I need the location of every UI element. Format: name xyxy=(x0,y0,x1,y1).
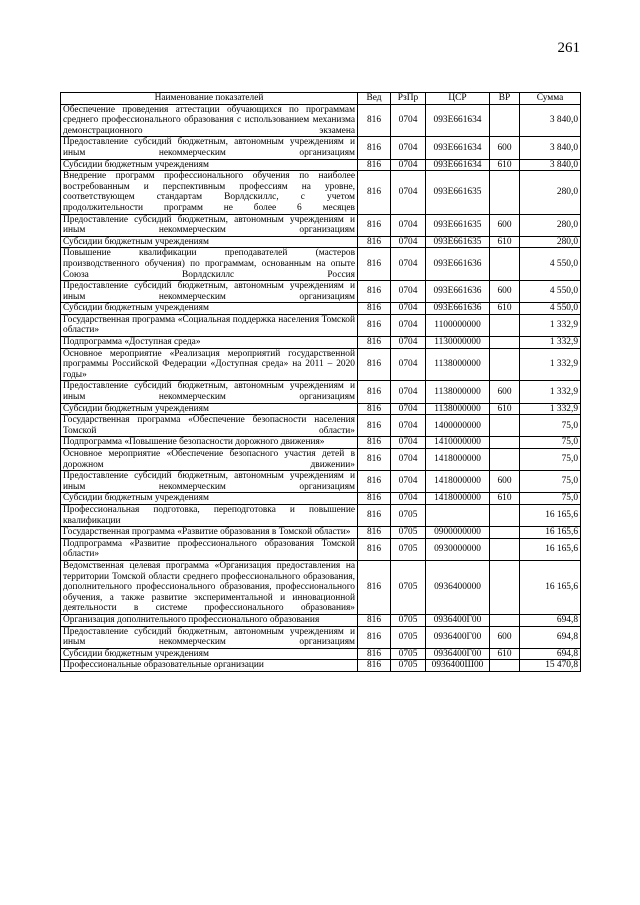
cell-ved: 816 xyxy=(358,381,391,403)
cell-ved: 816 xyxy=(358,281,391,303)
table-row xyxy=(61,281,581,303)
cell-ved: 816 xyxy=(358,137,391,159)
cell-ved: 816 xyxy=(358,236,391,248)
cell-vr xyxy=(490,614,520,626)
cell-ved: 816 xyxy=(358,159,391,171)
cell-rzpr: 0704 xyxy=(391,381,426,403)
cell-sum: 1 332,9 xyxy=(520,348,581,381)
cell-vr: 600 xyxy=(490,381,520,403)
cell-rzpr: 0704 xyxy=(391,137,426,159)
cell-csr: 0930000000 xyxy=(426,538,490,560)
cell-csr: 093E661636 xyxy=(426,248,490,281)
cell-vr xyxy=(490,538,520,560)
cell-sum: 694,8 xyxy=(520,614,581,626)
table-row xyxy=(61,504,581,526)
table-row xyxy=(61,159,581,171)
cell-name: Подпрограмма «Доступная среда» xyxy=(61,337,358,349)
cell-name: Внедрение программ профессионального обучения по наиболее востребованным и перспективным профессиям на уровне, соответствующем стандартам Ворлдскиллс, с учетом продолжительности программ не более 6 месяцев xyxy=(61,171,358,214)
cell-ved: 816 xyxy=(358,626,391,648)
cell-sum: 4 550,0 xyxy=(520,248,581,281)
cell-rzpr: 0705 xyxy=(391,660,426,672)
cell-ved: 816 xyxy=(358,214,391,236)
cell-csr: 1100000000 xyxy=(426,314,490,336)
cell-rzpr: 0705 xyxy=(391,648,426,660)
cell-ved: 816 xyxy=(358,437,391,449)
cell-sum: 15 470,8 xyxy=(520,660,581,672)
cell-ved: 816 xyxy=(358,403,391,415)
cell-csr: 1410000000 xyxy=(426,437,490,449)
cell-vr xyxy=(490,314,520,336)
cell-name: Профессиональная подготовка, переподготовка и повышение квалификации xyxy=(61,504,358,526)
cell-name: Субсидии бюджетным учреждениям xyxy=(61,403,358,415)
cell-name: Ведомственная целевая программа «Организация предоставления на территории Томской области среднего профессионального образования, дополнительного профессионального образования, профессионального обучения, а также развитие экспериментальной и инновационной деятельности в системе профессионального образования» xyxy=(61,560,358,614)
cell-csr: 093E661635 xyxy=(426,236,490,248)
cell-vr: 610 xyxy=(490,648,520,660)
table-row xyxy=(61,560,581,614)
cell-sum: 75,0 xyxy=(520,449,581,471)
cell-csr: 093E661635 xyxy=(426,171,490,214)
cell-vr: 600 xyxy=(490,214,520,236)
table-row xyxy=(61,471,581,493)
cell-vr: 600 xyxy=(490,281,520,303)
header-csr: ЦСР xyxy=(426,93,490,105)
cell-name: Предоставление субсидий бюджетным, автономным учреждениям и иным некоммерческим организациям xyxy=(61,626,358,648)
table-row xyxy=(61,449,581,471)
cell-ved: 816 xyxy=(358,104,391,137)
table-row xyxy=(61,626,581,648)
cell-name: Предоставление субсидий бюджетным, автономным учреждениям и иным некоммерческим организациям xyxy=(61,381,358,403)
cell-rzpr: 0704 xyxy=(391,314,426,336)
cell-sum: 75,0 xyxy=(520,471,581,493)
cell-ved: 816 xyxy=(358,449,391,471)
table-row xyxy=(61,493,581,505)
cell-rzpr: 0705 xyxy=(391,527,426,539)
cell-csr: 1418000000 xyxy=(426,449,490,471)
cell-vr: 600 xyxy=(490,137,520,159)
cell-sum: 280,0 xyxy=(520,236,581,248)
table-row xyxy=(61,660,581,672)
table-row xyxy=(61,437,581,449)
cell-name: Субсидии бюджетным учреждениям xyxy=(61,159,358,171)
table-row xyxy=(61,214,581,236)
cell-vr xyxy=(490,171,520,214)
cell-sum: 3 840,0 xyxy=(520,104,581,137)
table-row xyxy=(61,538,581,560)
cell-rzpr: 0704 xyxy=(391,493,426,505)
budget-table xyxy=(60,92,581,672)
cell-vr xyxy=(490,527,520,539)
cell-csr: 0900000000 xyxy=(426,527,490,539)
cell-name: Предоставление субсидий бюджетным, автономным учреждениям и иным некоммерческим организациям xyxy=(61,471,358,493)
table-row xyxy=(61,248,581,281)
cell-name: Подпрограмма «Развитие профессионального образования Томской области» xyxy=(61,538,358,560)
cell-sum: 75,0 xyxy=(520,493,581,505)
cell-name: Повышение квалификации преподавателей (мастеров производственного обучения) по программам, основанным на опыте Союза Ворлдскиллс Россия xyxy=(61,248,358,281)
cell-csr: 093E661634 xyxy=(426,104,490,137)
cell-rzpr: 0704 xyxy=(391,348,426,381)
cell-ved: 816 xyxy=(358,560,391,614)
cell-name: Основное мероприятие «Обеспечение безопасного участия детей в дорожном движении» xyxy=(61,449,358,471)
cell-ved: 816 xyxy=(358,538,391,560)
cell-vr: 610 xyxy=(490,303,520,315)
cell-csr: 093E661634 xyxy=(426,137,490,159)
cell-ved: 816 xyxy=(358,493,391,505)
table-row xyxy=(61,415,581,437)
cell-name: Государственная программа «Социальная поддержка населения Томской области» xyxy=(61,314,358,336)
cell-csr: 1138000000 xyxy=(426,403,490,415)
table-row xyxy=(61,527,581,539)
cell-name: Субсидии бюджетным учреждениям xyxy=(61,236,358,248)
header-vr: ВР xyxy=(490,93,520,105)
cell-ved: 816 xyxy=(358,527,391,539)
cell-csr: 0936400Ш00 xyxy=(426,660,490,672)
cell-sum: 1 332,9 xyxy=(520,381,581,403)
cell-rzpr: 0704 xyxy=(391,236,426,248)
cell-sum: 16 165,6 xyxy=(520,560,581,614)
cell-sum: 3 840,0 xyxy=(520,159,581,171)
cell-name: Предоставление субсидий бюджетным, автономным учреждениям и иным некоммерческим организациям xyxy=(61,137,358,159)
cell-ved: 816 xyxy=(358,314,391,336)
cell-vr: 600 xyxy=(490,626,520,648)
cell-sum: 1 332,9 xyxy=(520,314,581,336)
cell-ved: 816 xyxy=(358,660,391,672)
cell-ved: 816 xyxy=(358,504,391,526)
cell-vr: 610 xyxy=(490,159,520,171)
cell-rzpr: 0705 xyxy=(391,560,426,614)
cell-ved: 816 xyxy=(358,303,391,315)
cell-rzpr: 0704 xyxy=(391,337,426,349)
cell-rzpr: 0705 xyxy=(391,538,426,560)
cell-csr: 093E661634 xyxy=(426,159,490,171)
table-row xyxy=(61,171,581,214)
cell-vr: 610 xyxy=(490,493,520,505)
cell-name: Государственная программа «Обеспечение безопасности населения Томской области» xyxy=(61,415,358,437)
table-row xyxy=(61,348,581,381)
cell-rzpr: 0704 xyxy=(391,281,426,303)
cell-csr: 1400000000 xyxy=(426,415,490,437)
cell-name: Подпрограмма «Повышение безопасности дорожного движения» xyxy=(61,437,358,449)
table-row xyxy=(61,337,581,349)
table-row xyxy=(61,236,581,248)
cell-sum: 1 332,9 xyxy=(520,403,581,415)
cell-rzpr: 0705 xyxy=(391,626,426,648)
cell-sum: 16 165,6 xyxy=(520,538,581,560)
cell-name: Основное мероприятие «Реализация мероприятий государственной программы Российской Федерации «Доступная среда» на 2011 – 2020 годы» xyxy=(61,348,358,381)
cell-name: Субсидии бюджетным учреждениям xyxy=(61,303,358,315)
cell-csr: 1138000000 xyxy=(426,381,490,403)
cell-name: Предоставление субсидий бюджетным, автономным учреждениям и иным некоммерческим организациям xyxy=(61,214,358,236)
cell-sum: 1 332,9 xyxy=(520,337,581,349)
cell-ved: 816 xyxy=(358,471,391,493)
cell-csr: 0936400Г00 xyxy=(426,626,490,648)
cell-vr: 600 xyxy=(490,471,520,493)
cell-ved: 816 xyxy=(358,337,391,349)
cell-ved: 816 xyxy=(358,648,391,660)
cell-csr: 1418000000 xyxy=(426,493,490,505)
cell-rzpr: 0704 xyxy=(391,159,426,171)
cell-sum: 694,8 xyxy=(520,626,581,648)
cell-csr: 093E661636 xyxy=(426,303,490,315)
header-ved: Вед xyxy=(358,93,391,105)
cell-ved: 816 xyxy=(358,348,391,381)
cell-vr xyxy=(490,504,520,526)
cell-csr: 0936400Г00 xyxy=(426,648,490,660)
table-row xyxy=(61,381,581,403)
cell-rzpr: 0704 xyxy=(391,104,426,137)
cell-ved: 816 xyxy=(358,614,391,626)
cell-ved: 816 xyxy=(358,415,391,437)
cell-rzpr: 0704 xyxy=(391,403,426,415)
cell-vr: 610 xyxy=(490,403,520,415)
cell-vr xyxy=(490,415,520,437)
cell-vr xyxy=(490,437,520,449)
cell-sum: 4 550,0 xyxy=(520,303,581,315)
header-sum: Сумма xyxy=(520,93,581,105)
cell-csr: 0936400000 xyxy=(426,560,490,614)
table-header-row xyxy=(61,93,581,105)
table-row xyxy=(61,137,581,159)
cell-rzpr: 0705 xyxy=(391,504,426,526)
cell-csr: 1418000000 xyxy=(426,471,490,493)
cell-csr: 1130000000 xyxy=(426,337,490,349)
cell-name: Субсидии бюджетным учреждениям xyxy=(61,648,358,660)
cell-name: Обеспечение проведения аттестации обучающихся по программам среднего профессионального образования с использованием механизма демонстрационного экзамена xyxy=(61,104,358,137)
header-name: Наименование показателей xyxy=(61,93,358,105)
cell-vr xyxy=(490,348,520,381)
cell-csr: 1138000000 xyxy=(426,348,490,381)
table-row xyxy=(61,314,581,336)
cell-sum: 75,0 xyxy=(520,415,581,437)
cell-rzpr: 0704 xyxy=(391,303,426,315)
header-rzpr: РзПр xyxy=(391,93,426,105)
cell-vr: 610 xyxy=(490,236,520,248)
cell-vr xyxy=(490,449,520,471)
cell-sum: 16 165,6 xyxy=(520,527,581,539)
cell-vr xyxy=(490,104,520,137)
cell-sum: 3 840,0 xyxy=(520,137,581,159)
page-number: 261 xyxy=(557,40,580,56)
cell-ved: 816 xyxy=(358,248,391,281)
cell-rzpr: 0704 xyxy=(391,248,426,281)
cell-name: Профессиональные образовательные организации xyxy=(61,660,358,672)
cell-sum: 280,0 xyxy=(520,171,581,214)
table-row xyxy=(61,303,581,315)
cell-rzpr: 0704 xyxy=(391,437,426,449)
cell-rzpr: 0705 xyxy=(391,614,426,626)
cell-rzpr: 0704 xyxy=(391,171,426,214)
table-row xyxy=(61,614,581,626)
cell-sum: 16 165,6 xyxy=(520,504,581,526)
cell-rzpr: 0704 xyxy=(391,471,426,493)
cell-sum: 694,8 xyxy=(520,648,581,660)
cell-name: Предоставление субсидий бюджетным, автономным учреждениям и иным некоммерческим организациям xyxy=(61,281,358,303)
cell-rzpr: 0704 xyxy=(391,214,426,236)
cell-csr xyxy=(426,504,490,526)
cell-csr: 0936400Г00 xyxy=(426,614,490,626)
cell-name: Государственная программа «Развитие образования в Томской области» xyxy=(61,527,358,539)
table-row xyxy=(61,648,581,660)
cell-vr xyxy=(490,560,520,614)
cell-sum: 280,0 xyxy=(520,214,581,236)
cell-rzpr: 0704 xyxy=(391,449,426,471)
table-row xyxy=(61,403,581,415)
cell-name: Субсидии бюджетным учреждениям xyxy=(61,493,358,505)
cell-sum: 4 550,0 xyxy=(520,281,581,303)
cell-name: Организация дополнительного профессионального образования xyxy=(61,614,358,626)
cell-vr xyxy=(490,248,520,281)
cell-sum: 75,0 xyxy=(520,437,581,449)
cell-csr: 093E661635 xyxy=(426,214,490,236)
table-row xyxy=(61,104,581,137)
cell-vr xyxy=(490,337,520,349)
cell-rzpr: 0704 xyxy=(391,415,426,437)
cell-vr xyxy=(490,660,520,672)
cell-csr: 093E661636 xyxy=(426,281,490,303)
cell-ved: 816 xyxy=(358,171,391,214)
